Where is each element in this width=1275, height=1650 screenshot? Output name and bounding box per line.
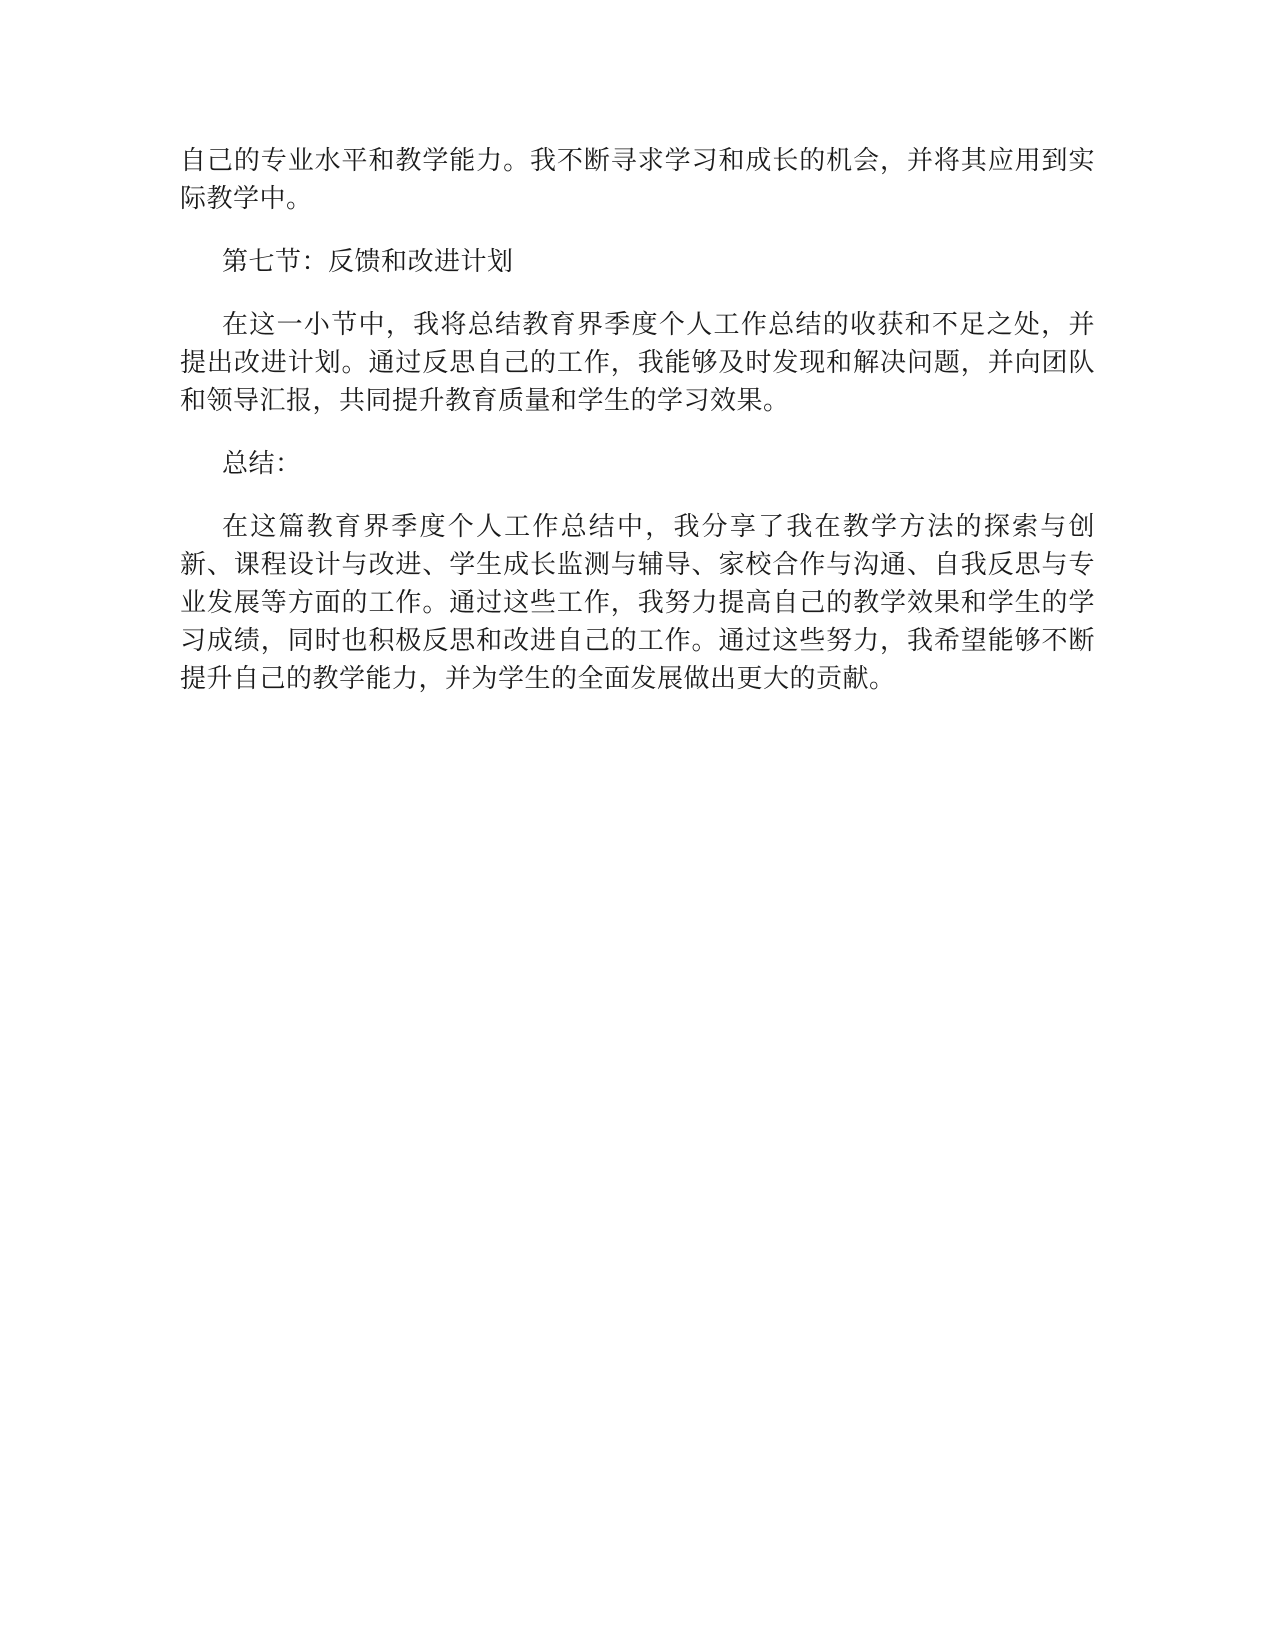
section-body-paragraph: 在这一小节中，我将总结教育界季度个人工作总结的收获和不足之处，并提出改进计划。通过反思自己的工作，我能够及时发现和解决问题，并向团队和领导汇报，共同提升教育质量和学生的学习效果。 xyxy=(180,310,1095,416)
document-page xyxy=(180,142,1095,698)
summary-heading: 总结： xyxy=(222,449,302,479)
section-heading: 第七节：反馈和改进计划 xyxy=(222,247,514,277)
summary-body-paragraph: 在这篇教育界季度个人工作总结中，我分享了我在教学方法的探索与创新、课程设计与改进、学生成长监测与辅导、家校合作与沟通、自我反思与专业发展等方面的工作。通过这些工作，我努力提高自己的教学效果和学生的学习成绩，同时也积极反思和改进自己的工作。通过这些努力，我希望能够不断提升自己的教学能力，并为学生的全面发展做出更大的贡献。 xyxy=(180,512,1095,694)
continuation-paragraph: 自己的专业水平和教学能力。我不断寻求学习和成长的机会，并将其应用到实际教学中。 xyxy=(180,146,1095,214)
